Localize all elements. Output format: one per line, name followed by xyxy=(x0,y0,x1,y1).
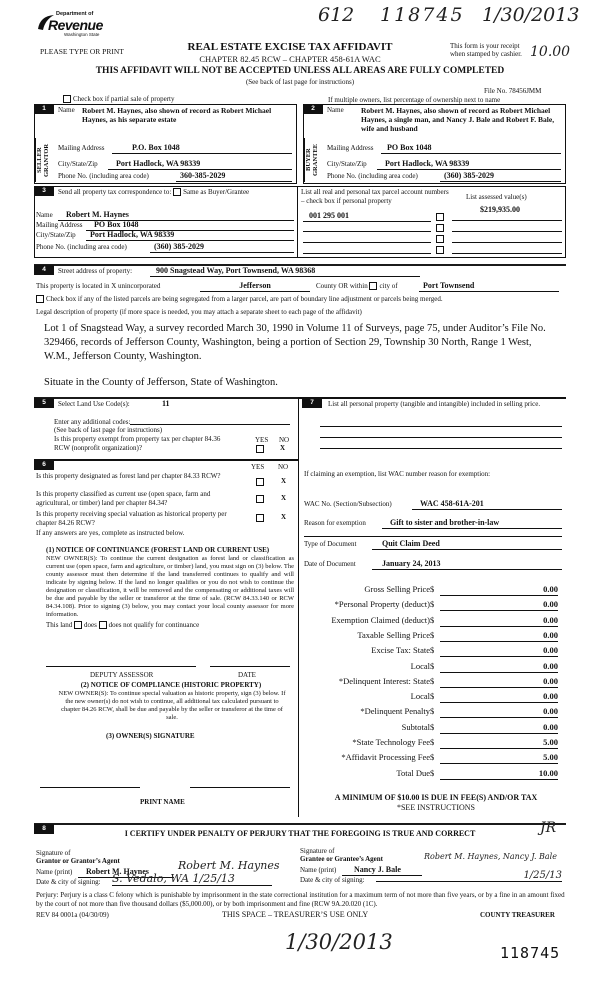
fee-label: Subtotal xyxy=(401,722,430,732)
print-name-label: PRINT NAME xyxy=(140,798,185,806)
doc-type[interactable]: Quit Claim Deed xyxy=(372,539,562,550)
assessor-date-line xyxy=(210,666,290,667)
historic-yes-checkbox[interactable] xyxy=(256,514,264,522)
grantee-sig-label: Signature of xyxy=(300,847,335,855)
exempt-yes-checkbox[interactable] xyxy=(256,445,264,453)
seller-side-label: SELLER GRANTOR xyxy=(35,138,52,182)
vertical-divider xyxy=(298,397,299,817)
partial-sale-label: Check box if partial sale of property xyxy=(73,95,175,103)
assessed-line-1 xyxy=(452,220,562,221)
city[interactable]: Port Townsend xyxy=(419,281,559,292)
fee-dollar-sign: $ xyxy=(430,630,435,640)
county-or-within xyxy=(316,282,398,291)
fee-value[interactable]: 5.00 xyxy=(440,752,558,764)
handwritten-code: 612 xyxy=(318,4,355,26)
parcel-line-2 xyxy=(303,231,431,232)
personal-line-1 xyxy=(320,426,562,427)
parcel-number[interactable]: 001 295 001 xyxy=(303,211,431,222)
parcel-checkbox-3[interactable] xyxy=(436,235,444,243)
fee-label: Total Due xyxy=(396,768,430,778)
fee-dollar-sign: $ xyxy=(430,661,435,671)
section-3-city-label: City/State/Zip xyxy=(36,231,76,239)
grantor-signature: Robert M. Haynes xyxy=(178,859,280,872)
exemption-label: If claiming an exemption, list WAC number reason for exemption: xyxy=(304,470,491,478)
fee-value[interactable]: 0.00 xyxy=(440,630,558,642)
multiple-owners-note: If multiple owners, list percentage of ownership next to name xyxy=(328,96,501,104)
seller-name[interactable]: Robert M. Haynes, also shown of record as Robert Michael Haynes, as his separate estate xyxy=(82,106,272,124)
city-checkbox[interactable] xyxy=(369,282,377,290)
current-use-yes-checkbox[interactable] xyxy=(256,495,264,503)
historic-question: Is this property receiving special valuation as historical property per chapter 84.26 RCW? xyxy=(36,510,227,527)
fee-dollar-sign: $ xyxy=(430,722,435,732)
section-3-number: 3 xyxy=(34,186,54,196)
treasurer-stamp-number: 118745 xyxy=(500,944,561,962)
fee-value[interactable]: 0.00 xyxy=(440,645,558,657)
rev-number: REV 84 0001a (04/30/09) xyxy=(36,911,109,919)
fee-dollar-sign: $ xyxy=(430,599,435,609)
s6-yes-label: YES xyxy=(251,463,265,471)
handwritten-number: 118745 xyxy=(380,4,465,26)
parcel-checkbox-1[interactable] xyxy=(436,213,444,221)
fee-dollar-sign: $ xyxy=(430,768,435,778)
grantor-date-city[interactable]: S. Vedalo, WA 1/25/13 xyxy=(112,872,272,886)
fee-dollar-sign: $ xyxy=(430,584,435,594)
grantor-sig-label: Signature of xyxy=(36,849,71,857)
fee-label: Exemption Claimed (deduct) xyxy=(331,615,430,625)
parcel-label: List all real and personal tax parcel account numbers – check box if personal property xyxy=(301,188,449,205)
parcel-checkbox-2[interactable] xyxy=(436,224,444,232)
form-title: REAL ESTATE EXCISE TAX AFFIDAVIT xyxy=(187,41,393,53)
doc-date[interactable]: January 24, 2013 xyxy=(372,559,562,570)
date-label: DATE xyxy=(238,671,256,679)
land-use-code[interactable]: 11 xyxy=(162,399,170,408)
file-number: File No. 78456JMM xyxy=(484,87,542,95)
exemption-reason[interactable]: Gift to sister and brother-in-law xyxy=(382,518,562,529)
owner-sig-line-1 xyxy=(40,787,140,788)
exempt-no-label: NO xyxy=(279,436,290,444)
grantor-agent-label: Grantor or Grantor’s Agent xyxy=(36,857,120,865)
receipt-note-1: This form is your receipt xyxy=(450,42,520,50)
forest-question: Is this property designated as forest land per chapter 84.33 RCW? xyxy=(36,472,221,480)
section-4-number: 4 xyxy=(34,265,54,275)
seller-phone-label: Phone No. (including area code) xyxy=(58,172,149,180)
seller-mailing[interactable]: P.O. Box 1048 xyxy=(112,143,292,154)
land-use-label: Select Land Use Code(s): xyxy=(58,400,130,408)
grantor-name[interactable]: Robert M. Haynes xyxy=(78,867,174,878)
section-1-number: 1 xyxy=(34,104,54,114)
street-address[interactable]: 900 Snagstead Way, Port Townsend, WA 98368 xyxy=(150,266,420,277)
fee-dollar-sign: $ xyxy=(430,691,435,701)
legal-situate[interactable]: Situate in the County of Jefferson, State of Washington. xyxy=(44,377,278,388)
assessed-line-2 xyxy=(452,231,562,232)
exempt-yes-label: YES xyxy=(255,436,269,444)
city-of-label: city of xyxy=(379,282,398,290)
fee-label: *Personal Property (deduct) xyxy=(334,599,430,609)
fee-label: Taxable Selling Price xyxy=(357,630,430,640)
reason-label: Reason for exemption xyxy=(304,519,366,527)
handwritten-initials: JR xyxy=(540,820,557,836)
grantee-name[interactable]: Nancy J. Bale xyxy=(342,865,422,876)
personal-line-3 xyxy=(320,448,562,449)
grantee-signature: Robert M. Haynes, Nancy J. Bale xyxy=(424,852,557,861)
same-as-buyer-checkbox[interactable] xyxy=(173,188,181,196)
current-use-no-mark[interactable]: X xyxy=(281,494,287,502)
buyer-mailing-label: Mailing Address xyxy=(327,144,374,152)
logo-top: Department of xyxy=(56,11,94,17)
section-8-bar xyxy=(34,823,566,825)
forest-yes-checkbox[interactable] xyxy=(256,478,264,486)
fee-value[interactable]: 0.00 xyxy=(440,722,558,734)
located-label: This property is located in X unincorporated xyxy=(36,282,161,290)
fee-value[interactable]: 5.00 xyxy=(440,737,558,749)
wac-number[interactable]: WAC 458-61A-201 xyxy=(412,499,562,510)
section-6-number: 6 xyxy=(34,460,54,470)
personal-line-2 xyxy=(320,437,562,438)
parcel-line-4 xyxy=(303,253,431,254)
form-chapter: CHAPTER 82.45 RCW – CHAPTER 458-61A WAC xyxy=(199,54,381,64)
treasurer-space: THIS SPACE – TREASURER’S USE ONLY xyxy=(222,910,369,919)
section-6-bar xyxy=(34,459,298,461)
fee-dollar-sign: $ xyxy=(430,615,435,625)
section-5-number: 5 xyxy=(34,398,54,408)
fee-dollar-sign: $ xyxy=(430,706,435,716)
county-treasurer: COUNTY TREASURER xyxy=(480,911,555,919)
grantee-name-label: Name (print) xyxy=(300,866,337,874)
fee-label: Local xyxy=(410,691,430,701)
qualify-line xyxy=(46,621,199,630)
handwritten-fee-note: 10.00 xyxy=(530,44,571,60)
section-3-phone-label: Phone No. (including area code) xyxy=(36,243,127,251)
parcel-checkbox-4[interactable] xyxy=(436,246,444,254)
section-3-name-label: Name xyxy=(36,211,53,219)
historic-no-mark[interactable]: X xyxy=(281,513,287,521)
county[interactable]: Jefferson xyxy=(200,281,310,292)
section-7-bar xyxy=(298,397,566,399)
buyer-city[interactable]: Port Hadlock, WA 98339 xyxy=(377,159,561,170)
please-type: PLEASE TYPE OR PRINT xyxy=(40,47,124,56)
current-use-question: Is this property classified as current use (open space, farm and agricultural, or timber) land per chapter 84.34? xyxy=(36,490,211,507)
fee-label: Gross Selling Price xyxy=(364,584,430,594)
assessed-value[interactable]: $219,935.00 xyxy=(480,205,520,214)
warning-banner: THIS AFFIDAVIT WILL NOT BE ACCEPTED UNLESS ALL AREAS ARE FULLY COMPLETED xyxy=(95,66,505,76)
segregated-check[interactable] xyxy=(36,295,443,304)
assessed-line-4 xyxy=(452,253,562,254)
handwritten-date-stamp: 1/30/2013 xyxy=(285,930,393,954)
fee-dollar-sign: $ xyxy=(430,645,435,655)
send-label: Send all property tax correspondence to: xyxy=(58,188,172,196)
grantee-date-city[interactable]: 1/25/13 xyxy=(376,870,562,882)
fee-label: *Delinquent Penalty xyxy=(360,706,430,716)
partial-sale-checkbox[interactable] xyxy=(63,95,71,103)
does-checkbox[interactable] xyxy=(74,621,82,629)
fee-value[interactable]: 0.00 xyxy=(440,676,558,688)
section-3-city[interactable]: Port Hadlock, WA 98339 xyxy=(86,230,294,241)
fee-value[interactable]: 0.00 xyxy=(440,584,558,596)
forest-no-mark[interactable]: X xyxy=(281,477,287,485)
exempt-question: Is this property exempt from property tax per chapter 84.36 RCW (nonprofit organization)? xyxy=(54,435,221,452)
grantor-date-label: Date & city of signing: xyxy=(36,878,101,886)
grantor-name-label: Name (print) xyxy=(36,868,73,876)
legal-label: Legal description of property (if more space is needed, you may attach a separate sheet to each page of the affidavit) xyxy=(36,308,362,316)
partial-sale-check[interactable] xyxy=(63,95,174,104)
grantee-date-label: Date & city of signing: xyxy=(300,876,365,884)
notice-1-title: (1) NOTICE OF CONTINUANCE (FOREST LAND OR CURRENT USE) xyxy=(46,546,270,554)
legal-description[interactable]: Lot 1 of Snagstead Way, a survey recorded March 30, 1990 in Volume 11 of Surveys, page 75, under Auditor’s File No. 329466, records of Jefferson County, Washington, being a portion of Section 29, Township 30 North, Range 1 West, W.M., Jefferson County, Washington. xyxy=(44,323,546,362)
fee-label: Excise Tax: State xyxy=(371,645,430,655)
fee-label: *State Technology Fee xyxy=(352,737,430,747)
logo-main: Revenue xyxy=(48,17,103,33)
fee-value[interactable]: 0.00 xyxy=(440,599,558,611)
section-3-mailing-label: Mailing Address xyxy=(36,221,83,229)
s6-no-label: NO xyxy=(278,463,289,471)
see-instructions: *SEE INSTRUCTIONS xyxy=(396,803,475,812)
receipt-note-2: when stamped by cashier. xyxy=(450,50,522,58)
send-correspondence xyxy=(58,188,249,197)
wac-label: WAC No. (Section/Subsection) xyxy=(304,500,392,508)
fee-value[interactable]: 0.00 xyxy=(440,615,558,627)
exempt-no-mark[interactable]: X xyxy=(280,444,286,452)
parcel-line-3 xyxy=(303,242,431,243)
buyer-phone-label: Phone No. (including area code) xyxy=(327,172,418,180)
assessed-label: List assessed value(s) xyxy=(466,193,527,201)
buyer-mailing[interactable]: PO Box 1048 xyxy=(381,143,561,154)
seller-name-label: Name xyxy=(58,106,75,114)
grantee-agent-label: Grantee or Grantee’s Agent xyxy=(300,855,384,863)
see-back: (See back of last page for instructions) xyxy=(245,78,355,86)
does-not-label: does not qualify for continuance xyxy=(108,621,200,629)
buyer-city-label: City/State/Zip xyxy=(327,160,367,168)
this-land-label: This land xyxy=(46,621,73,629)
segregated-checkbox[interactable] xyxy=(36,295,44,303)
seller-mailing-label: Mailing Address xyxy=(58,144,105,152)
buyer-side-label: BUYER GRANTEE xyxy=(304,138,321,182)
section-8-number: 8 xyxy=(34,824,54,834)
doc-type-label: Type of Document xyxy=(304,540,357,548)
assessed-line-3 xyxy=(452,242,562,243)
fee-value[interactable]: 0.00 xyxy=(440,706,558,718)
buyer-name-label: Name xyxy=(327,106,344,114)
section-5-see-back: (See back of last page for instructions) xyxy=(54,426,163,434)
fee-label: *Affidavit Processing Fee xyxy=(341,752,430,762)
notice-2-body: NEW OWNER(S): To continue special valuation as historic property, sign (3) below. If the new owner(s) do not wish to continue, all additional tax calculated pursuant to chapter 84.26 RCW, shall be due and payable by the seller or transferor at the time of sale. xyxy=(58,690,286,721)
fee-dollar-sign: $ xyxy=(430,676,435,686)
owner-signature-label: (3) OWNER(S) SIGNATURE xyxy=(106,732,195,740)
personal-property-label: List all personal property (tangible and intangible) included in selling price. xyxy=(328,400,541,408)
does-not-checkbox[interactable] xyxy=(99,621,107,629)
section-3-name[interactable]: Robert M. Haynes xyxy=(58,210,294,221)
buyer-phone[interactable]: (360) 385-2029 xyxy=(440,171,561,182)
fee-dollar-sign: $ xyxy=(430,752,435,762)
fee-value[interactable]: 0.00 xyxy=(440,691,558,703)
section-3-phone[interactable]: (360) 385-2029 xyxy=(150,242,294,253)
additional-codes-line xyxy=(130,424,290,425)
same-as-buyer-label: Same as Buyer/Grantee xyxy=(183,188,250,196)
section-3-mailing[interactable]: PO Box 1048 xyxy=(86,220,294,231)
assessor-sig-line xyxy=(46,666,196,667)
certify-statement: I CERTIFY UNDER PENALTY OF PERJURY THAT THE FOREGOING IS TRUE AND CORRECT xyxy=(124,829,476,838)
fee-dollar-sign: $ xyxy=(430,737,435,747)
street-label: Street address of property: xyxy=(58,267,133,275)
section-2-number: 2 xyxy=(303,104,323,114)
section-3-divider xyxy=(297,186,298,258)
perjury-statement xyxy=(36,891,566,909)
fee-label: Local xyxy=(410,661,430,671)
county-or-label: County OR within xyxy=(316,282,368,290)
handwritten-date: 1/30/2013 xyxy=(482,4,580,26)
minimum-note: A MINIMUM OF $10.00 IS DUE IN FEE(S) AND/OR TAX xyxy=(334,793,538,802)
deputy-assessor-label: DEPUTY ASSESSOR xyxy=(90,671,154,679)
fee-label: *Delinquent Interest: State xyxy=(338,676,430,686)
seller-phone[interactable]: 360-385-2029 xyxy=(176,171,292,182)
notice-2-title: (2) NOTICE OF COMPLIANCE (HISTORIC PROPERTY) xyxy=(80,681,262,689)
fee-value[interactable]: 10.00 xyxy=(440,768,558,780)
owner-sig-line-2 xyxy=(190,787,290,788)
additional-codes: Enter any additional codes: xyxy=(54,418,131,426)
doc-date-label: Date of Document xyxy=(304,560,356,568)
segregated-label: Check box if any of the listed parcels are being segregated from a larger parcel, are part of boundary line adjustment or parcels being merged. xyxy=(46,295,443,303)
if-yes-note: If any answers are yes, complete as instructed below. xyxy=(36,529,185,537)
dor-logo xyxy=(36,11,102,37)
notice-1-body: NEW OWNER(S): To continue the current designation as forest land or classification as current use (open space, farm and agriculture, or timber) land, you must sign on (3) below. The county assessor must then determine if the land transferred continues to qualify and will indicate by signing below. If the land no longer qualifies or you do not wish to continue the designation or classification, it will be removed and the compensating or additional taxes will be due and payable by the seller or transferor at the time of sale. (RCW 84.33.140 or RCW 84.34.108). Prior to signing (3) below, you may contact your local county assessor for more information. xyxy=(46,555,294,618)
logo-sub: Washington State xyxy=(64,32,100,37)
perjury-text: Perjury: Perjury is a class C felony which is punishable by imprisonment in the state correctional institution for a maximum term of not more than five years, or by a fine in an amount fixed by the court of not more than five thousand dollars ($5,000.00), or by both imprisonment and fine (RCW 9A.20.020 (1C). xyxy=(36,891,565,908)
does-label: does xyxy=(84,621,97,629)
seller-city[interactable]: Port Hadlock, WA 98339 xyxy=(108,159,292,170)
buyer-name[interactable]: Robert M. Haynes, also shown of record as Robert Michael Haynes, a single man, and Nancy J. Bale and Robert F. Bale, wife and husband xyxy=(361,106,555,133)
reason-line-2 xyxy=(304,536,562,537)
section-7-number: 7 xyxy=(302,398,322,408)
seller-city-label: City/State/Zip xyxy=(58,160,98,168)
fee-value[interactable]: 0.00 xyxy=(440,661,558,673)
